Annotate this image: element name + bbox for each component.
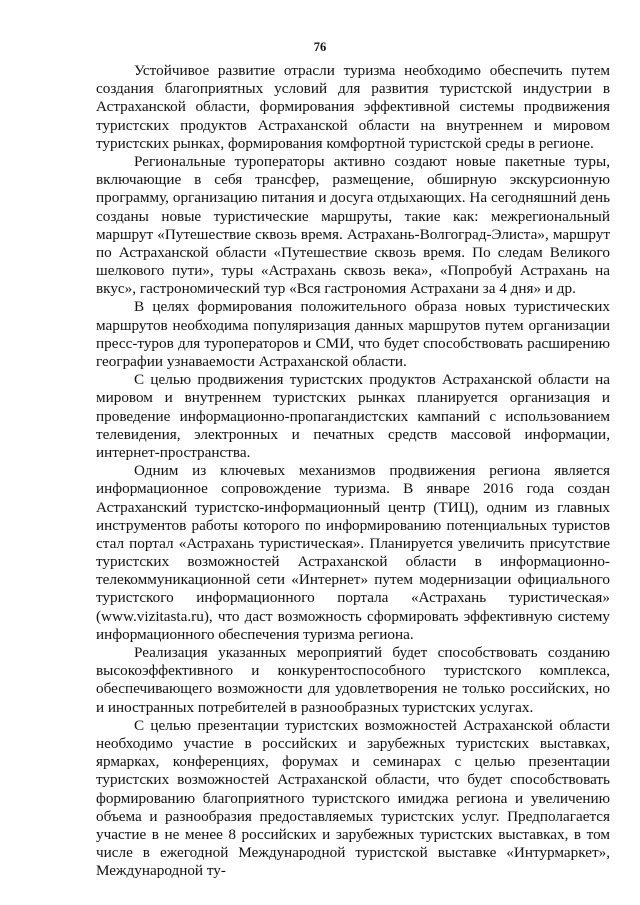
paragraph-4: С целью продвижения туристских продуктов Астраханской области на мировом и внутреннем туристских рынках планируется организация и проведение информационно-пропагандистских кампаний с использованием телевидения, электронных и печатных средств массовой информации, интернет-пространства.: [96, 371, 610, 461]
body-text: [96, 62, 610, 880]
paragraph-5: Одним из ключевых механизмов продвижения региона является информационное сопровождение туризма. В январе 2016 года создан Астраханский туристско-информационный центр (ТИЦ), одним из главных инструментов работы которого по информированию потенциальных туристов стал портал «Астрахань туристическая». Планируется увеличить присутствие туристских возможностей Астраханской области в информационно-телекоммуникационной сети «Интернет» путем модернизации официального туристского информационного портала «Астрахань туристическая» (www.vizitasta.ru), что даст возможность сформировать эффективную систему информационного обеспечения туризма региона.: [96, 462, 610, 643]
page-number: 76: [313, 40, 327, 54]
paragraph-3: В целях формирования положительного образа новых туристических маршрутов необходима популяризация данных маршрутов путем организации пресс-туров для туроператоров и СМИ, что будет способствовать расширению географии узнаваемости Астраханской области.: [96, 298, 610, 370]
paragraph-6: Реализация указанных мероприятий будет способствовать созданию высокоэффективного и конкурентоспособного туристского комплекса, обеспечивающего возможности для удовлетворения не только российских, но и иностранных потребителей в разнообразных туристских услугах.: [96, 644, 610, 716]
paragraph-2: Региональные туроператоры активно создают новые пакетные туры, включающие в себя трансфер, размещение, обширную экскурсионную программу, организацию питания и досуга отдыхающих. На сегодняшний день созданы новые туристические маршруты, такие как: межрегиональный маршрут «Путешествие сквозь время. Астрахань-Волгоград-Элиста», маршрут по Астраханской области «Путешествие сквозь время. По следам Великого шелкового пути», туры «Астрахань сквозь века», «Попробуй Астрахань на вкус», гастрономический тур «Вся гастрономия Астрахани за 4 дня» и др.: [96, 152, 610, 298]
paragraph-7: С целью презентации туристских возможностей Астраханской области необходимо участие в российских и зарубежных туристских выставках, ярмарках, конференциях, форумах и семинарах с целью презентации туристских возможностей Астраханской области, что будет способствовать формированию благоприятного туристского имиджа региона и увеличению объема и разнообразия предоставляемых туристских услуг. Предполагается участие в не менее 8 российских и зарубежных туристских выставках, в том числе в ежегодной Международной туристской выставке «Интурмаркет», Международной ту-: [96, 716, 610, 880]
paragraph-1: Устойчивое развитие отрасли туризма необходимо обеспечить путем создания благоприятных условий для развития туристской индустрии в Астраханской области, формирования эффективной системы продвижения туристских продуктов Астраханской области на внутреннем и мировом туристских рынках, формирования комфортной туристской среды в регионе.: [96, 62, 610, 152]
